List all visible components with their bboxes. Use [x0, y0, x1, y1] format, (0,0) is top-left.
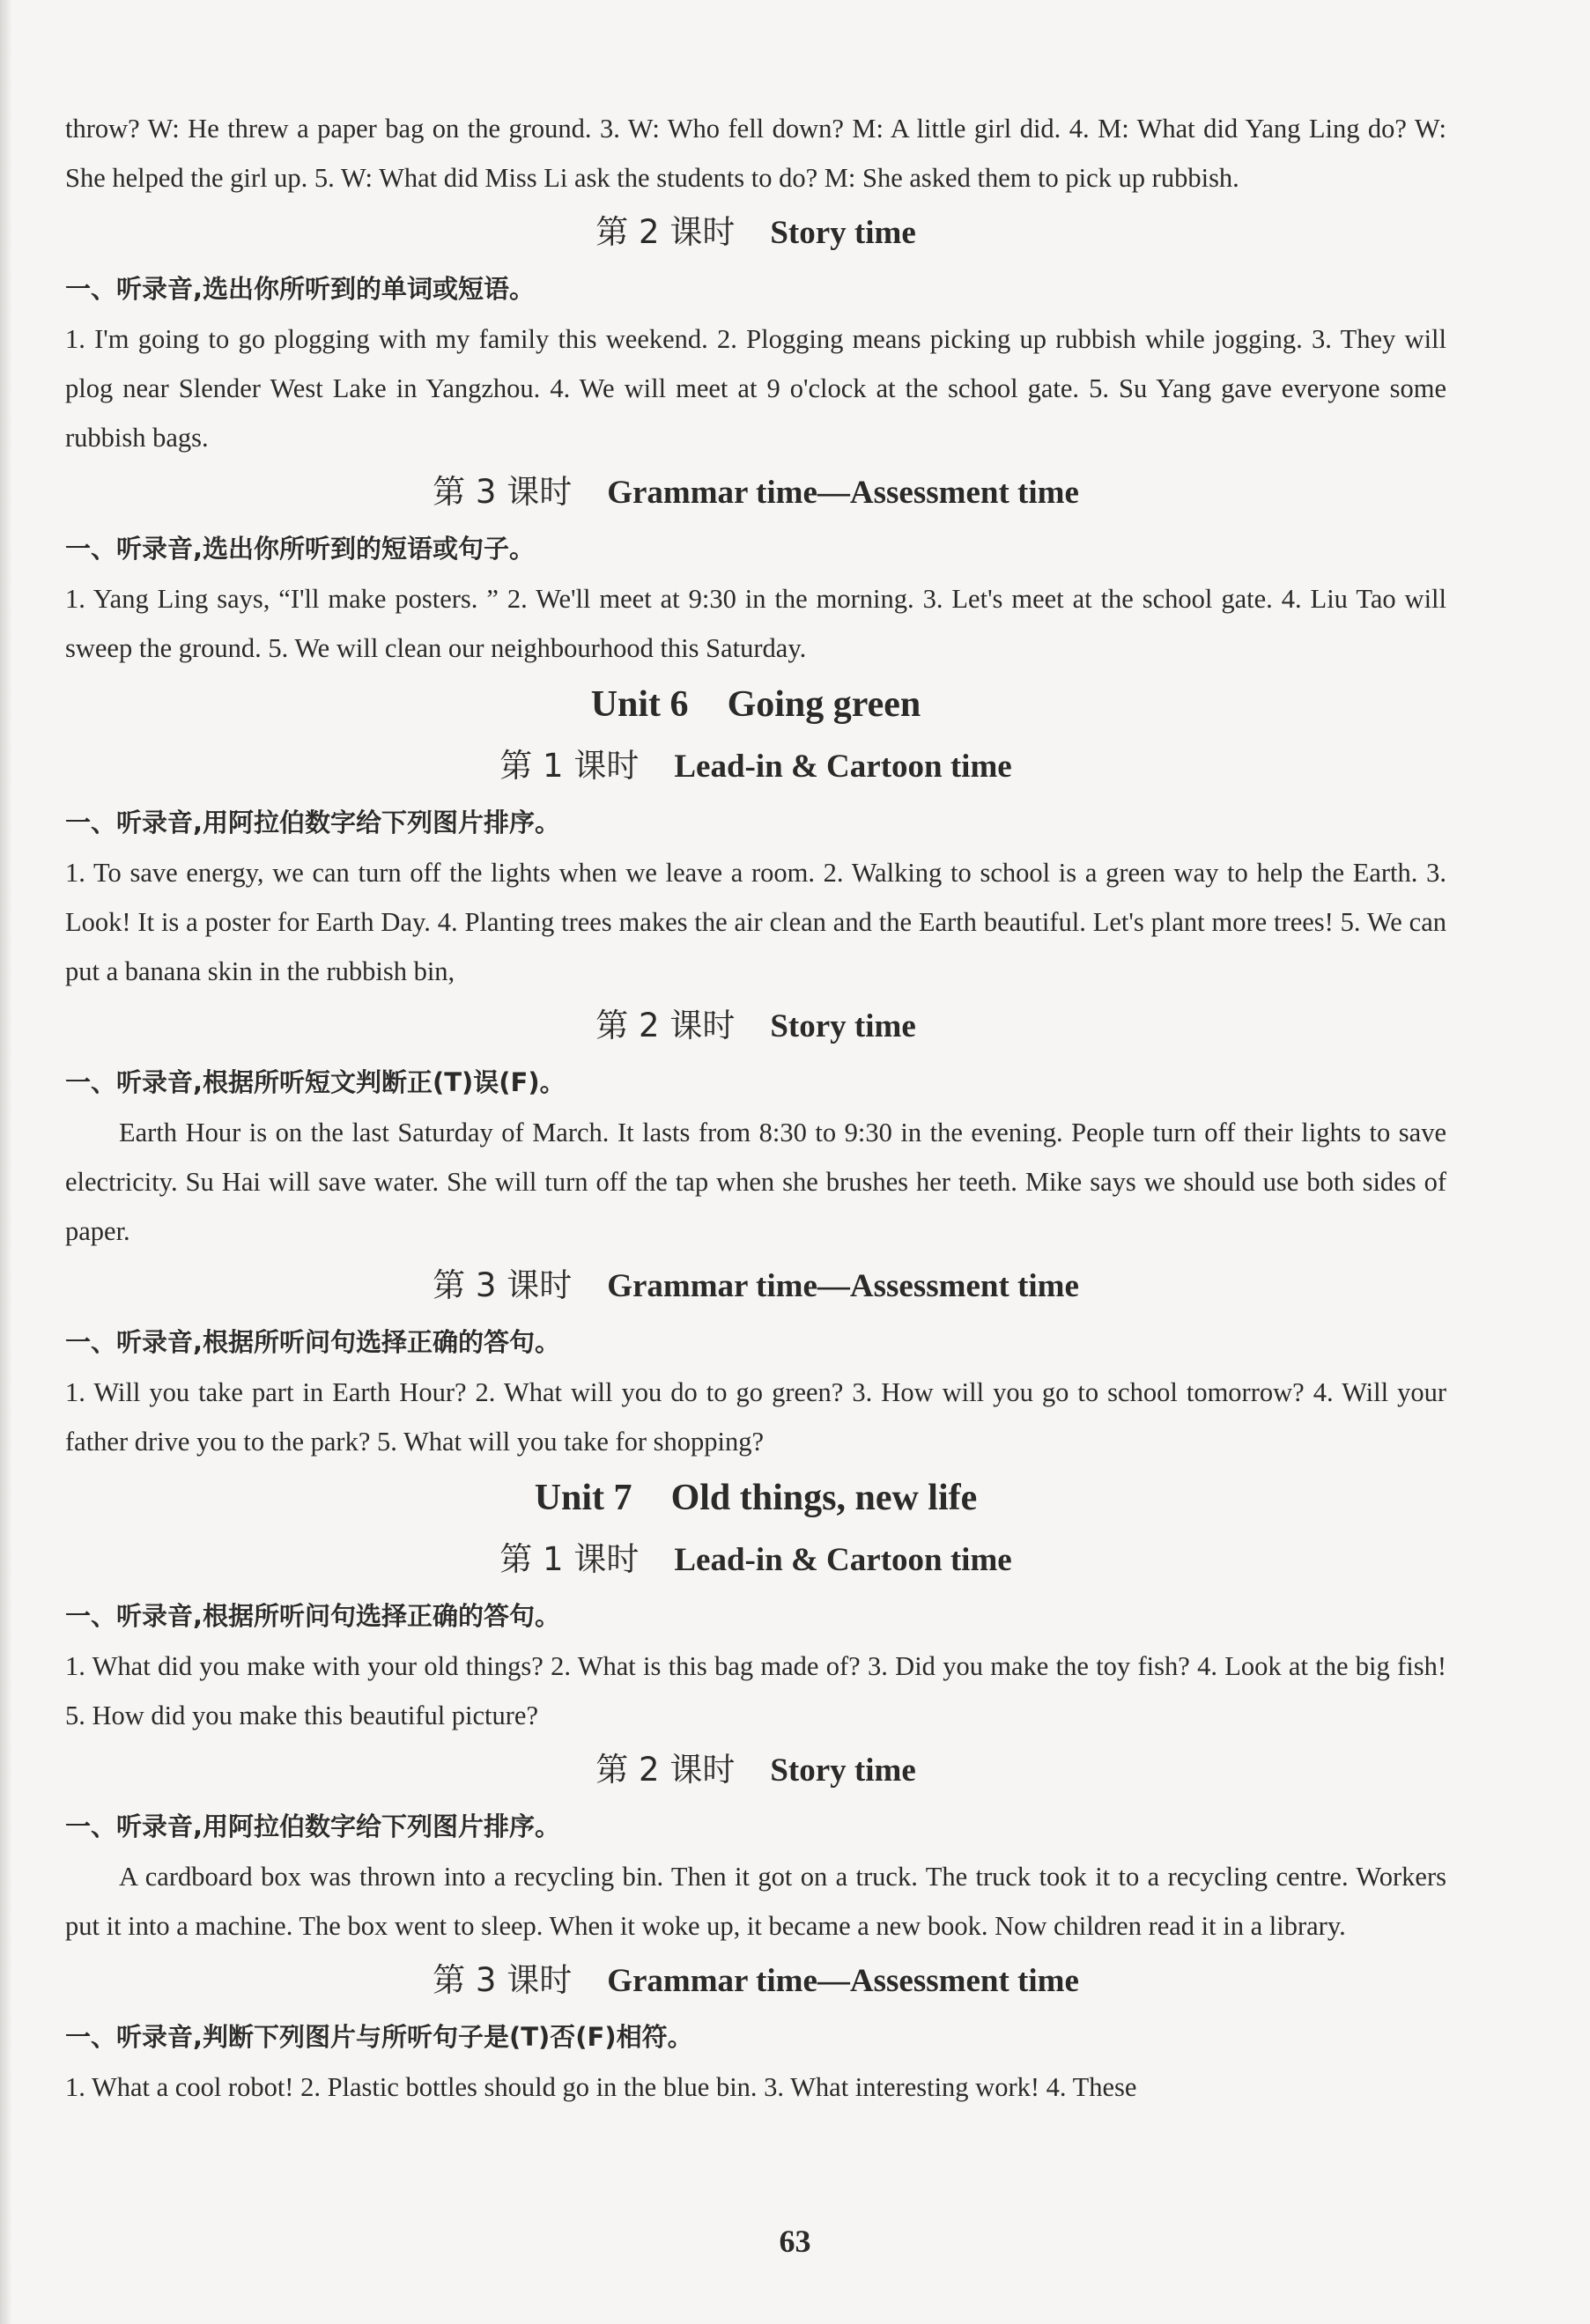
instruction-u7-l3: 一、听录音,判断下列图片与所听句子是(T)否(F)相符。	[65, 2022, 693, 2052]
lesson-heading-u6-l2: 第 2 课时 Story time	[595, 1007, 916, 1044]
instruction-u6-l2: 一、听录音,根据所听短文判断正(T)误(F)。	[65, 1067, 566, 1097]
lesson-heading-u6-l3: 第 3 课时 Grammar time—Assessment time	[433, 1266, 1079, 1304]
document-body	[65, 104, 1446, 2112]
lesson-heading-u6-l1: 第 1 课时 Lead-in & Cartoon time	[499, 747, 1012, 785]
instruction-u5-l2: 一、听录音,选出你所听到的单词或短语。	[65, 274, 536, 304]
paragraph-u6-l2: Earth Hour is on the last Saturday of March. It lasts from 8:30 to 9:30 in the evening. People turn off their lights to save electricity. Su Hai will save water. She will turn off the tap when she brushes her teeth. Mike says we should use both sides of paper.	[65, 1118, 1446, 1246]
paragraph-u7-l1: 1. What did you make with your old things? 2. What is this bag made of? 3. Did you make the toy fish? 4. Look at the big fish! 5. How did you make this beautiful picture?	[65, 1651, 1446, 1730]
instruction-u7-l1: 一、听录音,根据所听问句选择正确的答句。	[65, 1601, 561, 1631]
instruction-u7-l2: 一、听录音,用阿拉伯数字给下列图片排序。	[65, 1811, 561, 1841]
lesson-heading-u7-l3: 第 3 课时 Grammar time—Assessment time	[433, 1961, 1079, 1999]
lesson-heading-u5-l3: 第 3 课时 Grammar time—Assessment time	[433, 473, 1079, 511]
instruction-u6-l1: 一、听录音,用阿拉伯数字给下列图片排序。	[65, 808, 561, 837]
instruction-u5-l3: 一、听录音,选出你所听到的短语或句子。	[65, 534, 536, 564]
paragraph-u7-l3: 1. What a cool robot! 2. Plastic bottles should go in the blue bin. 3. What interesting work! 4. These	[65, 2072, 1137, 2102]
paragraph-u6-l3: 1. Will you take part in Earth Hour? 2. What will you do to go green? 3. How will you go to school tomorrow? 4. Will your father drive you to the park? 5. What will you take for shopping?	[65, 1377, 1446, 1457]
paragraph-unit5-lesson1-tail: throw? W: He threw a paper bag on the ground. 3. W: Who fell down? M: A little girl did. 4. M: What did Yang Ling do? W: She helped the girl up. 5. W: What did Miss Li ask the students to do? M: She asked them to pick up rubbish.	[65, 114, 1446, 193]
paragraph-u5-l3: 1. Yang Ling says, “I'll make posters. ” 2. We'll meet at 9:30 in the morning. 3. Let's meet at the school gate. 4. Liu Tao will sweep the ground. 5. We will clean our neighbourhood this Saturday.	[65, 584, 1446, 663]
unit-heading-6: Unit 6 Going green	[590, 684, 921, 725]
unit-heading-7: Unit 7 Old things, new life	[534, 1478, 978, 1518]
lesson-heading-u5-l2: 第 2 课时 Story time	[595, 213, 916, 251]
page-number: 63	[779, 2224, 811, 2259]
lesson-heading-u7-l2: 第 2 课时 Story time	[595, 1751, 916, 1789]
lesson-heading-u7-l1: 第 1 课时 Lead-in & Cartoon time	[499, 1540, 1012, 1578]
page-edge-shadow	[0, 0, 12, 2324]
instruction-u6-l3: 一、听录音,根据所听问句选择正确的答句。	[65, 1327, 561, 1357]
paragraph-u5-l2: 1. I'm going to go plogging with my family this weekend. 2. Plogging means picking up rubbish while jogging. 3. They will plog near Slender West Lake in Yangzhou. 4. We will meet at 9 o'clock at the school gate. 5. Su Yang gave everyone some rubbish bags.	[65, 324, 1446, 453]
paragraph-u6-l1: 1. To save energy, we can turn off the lights when we leave a room. 2. Walking to school is a green way to help the Earth. 3. Look! It is a poster for Earth Day. 4. Planting trees makes the air clean and the Earth beautiful. Let's plant more trees! 5. We can put a banana skin in the rubbish bin,	[65, 858, 1446, 986]
paragraph-u7-l2: A cardboard box was thrown into a recycling bin. Then it got on a truck. The truck took it to a recycling centre. Workers put it into a machine. The box went to sleep. When it woke up, it became a new book. Now children read it in a library.	[65, 1862, 1446, 1941]
